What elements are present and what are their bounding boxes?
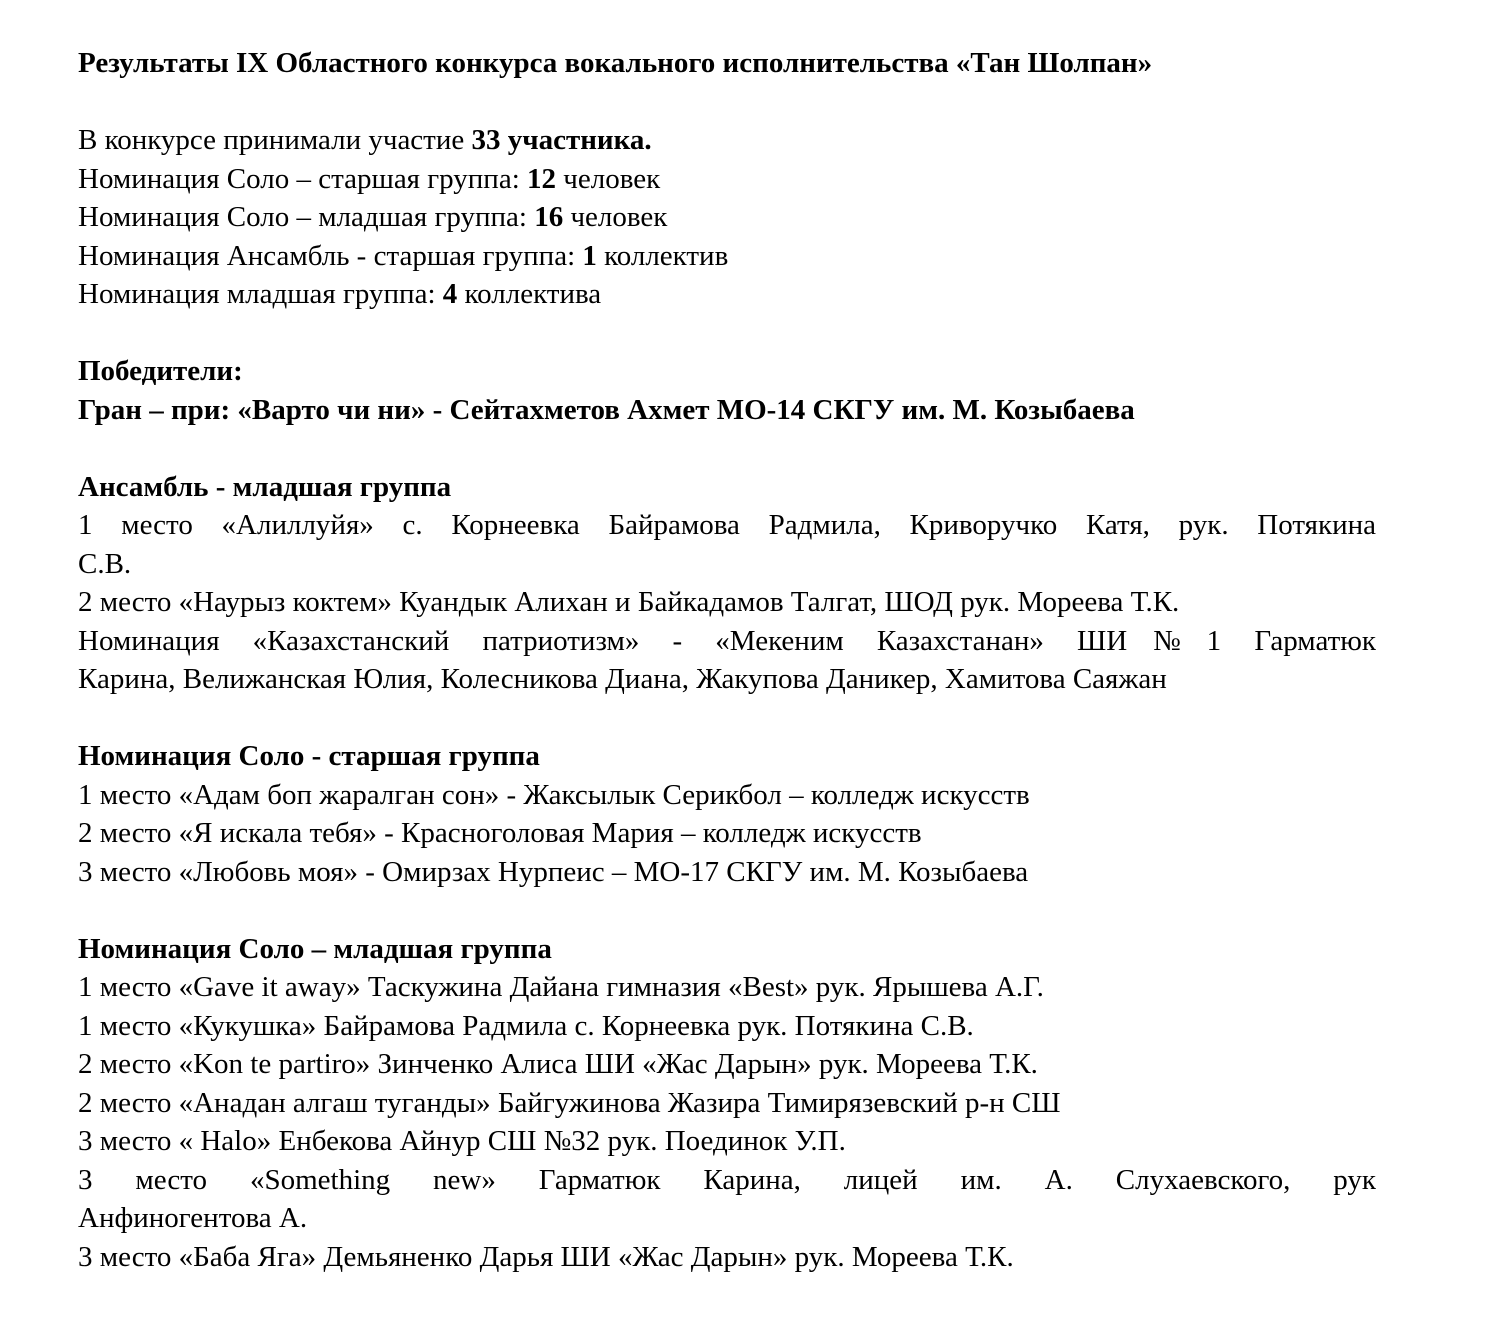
ensemble-first-place-cont: С.В.	[78, 547, 132, 580]
stat-row	[78, 237, 1376, 276]
ensemble-patriotism-nomination: Номинация «Казахстанский патриотизм» - «Мекеним Казахстанан» ШИ№1 Гарматюк	[78, 624, 1376, 657]
stat-label: Номинация младшая группа:	[78, 278, 443, 310]
participants-prefix: В конкурсе принимали участие	[78, 124, 472, 156]
spacer	[78, 429, 1376, 468]
ensemble-heading: Ансамбль - младшая группа	[78, 470, 452, 503]
solo-junior-place: 3 место « Halo» Енбекова Айнур СШ №32 рук. Поединок У.П.	[78, 1125, 846, 1157]
stat-row	[78, 275, 1376, 314]
solo-junior-place: 1 место «Gave it away» Таскужина Дайана гимназия «Best» рук. Ярышева А.Г.	[78, 971, 1044, 1003]
participants-line	[78, 121, 1376, 160]
solo-junior-place: 2 место «Анадан алгаш туганды» Байгужинова Жазира Тимирязевский р-н СШ	[78, 1086, 1061, 1119]
solo-junior-place: 3 место «Баба Яга» Демьяненко Дарья ШИ «Жас Дарын» рук. Мореева Т.К.	[78, 1240, 1014, 1273]
ensemble-patriotism-nomination-cont: Карина, Велижанская Юлия, Колесникова Диана, Жакупова Даникер, Хамитова Саяжан	[78, 663, 1167, 695]
stat-value: 4	[442, 278, 458, 310]
stat-value: 1	[582, 239, 597, 272]
solo-junior-heading: Номинация Соло – младшая группа	[78, 932, 552, 965]
document-title: Результаты IX Областного конкурса вокального исполнительства «Тан Шолпан»	[78, 47, 1153, 79]
stat-unit: человек	[563, 201, 668, 233]
stat-unit: человек	[556, 162, 661, 195]
stat-label: Номинация Ансамбль - старшая группа:	[78, 239, 583, 272]
spacer	[78, 891, 1376, 930]
solo-junior-place: 2 место «Kon te partiro» Зинченко Алиса ШИ «Жас Дарын» рук. Мореева Т.К.	[78, 1048, 1038, 1080]
solo-senior-place: 2 место «Я искала тебя» - Красноголовая Мария – колледж искусств	[78, 817, 922, 849]
stat-unit: коллектива	[457, 278, 602, 310]
spacer	[78, 314, 1376, 353]
stat-unit: коллектив	[596, 239, 729, 272]
ensemble-second-place: 2 место «Наурыз коктем» Куандык Алихан и Байкадамов Талгат, ШОД рук. Мореева Т.К.	[78, 586, 1180, 618]
participants-suffix: .	[644, 124, 652, 156]
solo-junior-place-cont: Анфиногентова А.	[78, 1202, 308, 1234]
winners-heading: Победители:	[78, 355, 243, 387]
solo-senior-heading: Номинация Соло - старшая группа	[78, 740, 540, 772]
stat-label: Номинация Соло – младшая группа:	[78, 201, 535, 233]
stat-row	[78, 198, 1376, 237]
ensemble-first-place: 1 место «Алиллуйя» с. Корнеевка Байрамова Радмила, Криворучко Катя, рук. Потякина	[78, 509, 1376, 541]
grand-prix-line: Гран – при: «Варто чи ни» - Сейтахметов Ахмет МО-14 СКГУ им. М. Козыбаева	[78, 393, 1135, 426]
spacer	[78, 699, 1376, 738]
solo-senior-place: 3 место «Любовь моя» - Омирзах Нурпеис – МО-17 СКГУ им. М. Козыбаева	[78, 855, 1029, 888]
solo-junior-place: 1 место «Кукушка» Байрамова Радмила с. Корнеевка рук. Потякина С.В.	[78, 1009, 974, 1042]
solo-junior-place: 3 место «Something new» Гарматюк Карина, лицей им. А. Слухаевского, рук	[78, 1163, 1376, 1196]
document-page	[78, 44, 1376, 1276]
participants-count: 33 участника	[471, 124, 645, 156]
stat-label: Номинация Соло – старшая группа:	[78, 162, 528, 195]
stat-value: 12	[527, 162, 557, 195]
spacer	[78, 83, 1376, 122]
stat-row	[78, 160, 1376, 199]
solo-senior-place: 1 место «Адам боп жаралган сон» - Жаксылык Серикбол – колледж искусств	[78, 778, 1030, 811]
stat-value: 16	[534, 201, 564, 233]
